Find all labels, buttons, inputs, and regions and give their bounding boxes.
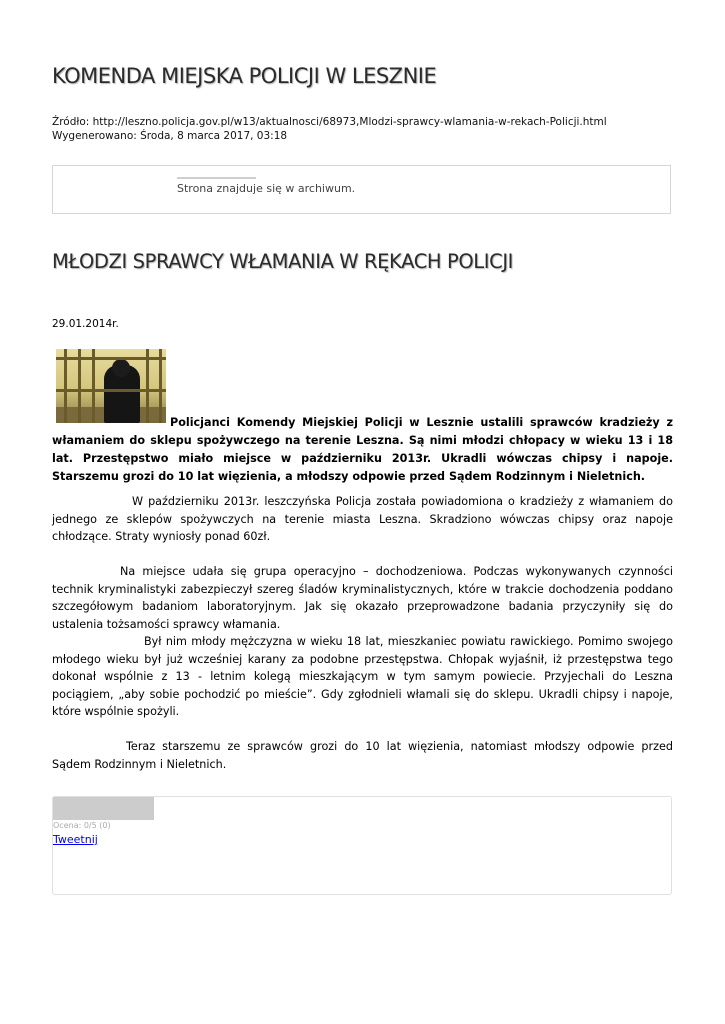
article-paragraph-2: Na miejsce udała się grupa operacyjno – dochodzeniowa. Podczas wykonywanych czynności technik kryminalistyki zabezpieczył szereg śladów kryminalistycznych, które w trakcie dochodzenia poddano szczegółowym badaniom laboratoryjnym. Jak się okazało przeprowadzone badania przyczyniły się do ustalenia tożsamości sprawcy włamania. bbox=[52, 565, 673, 631]
photo-bar bbox=[159, 349, 162, 423]
photo-crossbar bbox=[56, 389, 166, 392]
photo-person-head bbox=[112, 359, 130, 377]
meta-info bbox=[52, 115, 607, 143]
photo-crossbar bbox=[56, 357, 166, 360]
article-paragraph-4: Teraz starszemu ze sprawców grozi do 10 lat więzienia, natomiast młodszy odpowie przed Sądem Rodzinnym i Nieletnich. bbox=[52, 740, 673, 771]
rating-text: Ocena: 0/5 (0) bbox=[53, 821, 111, 830]
generated-date: Wygenerowano: Środa, 8 marca 2017, 03:18 bbox=[52, 130, 288, 142]
article-photo bbox=[56, 349, 166, 423]
article-paragraph-1: W październiku 2013r. leszczyńska Policja została powiadomiona o kradzieży z włamaniem do jednego ze sklepów spożywczych na terenie miasta Leszna. Skradziono wówczas chipsy oraz napoje chłodzące. Straty wyniosły ponad 60zł. bbox=[52, 495, 673, 543]
tweet-link[interactable]: Tweetnij bbox=[53, 833, 98, 846]
rating-bar[interactable] bbox=[53, 797, 154, 820]
article-date: 29.01.2014r. bbox=[52, 318, 119, 330]
archive-notice: Strona znajduje się w archiwum. bbox=[177, 182, 356, 195]
source-url: Źródło: http://leszno.policja.gov.pl/w13/aktualnosci/68973,Mlodzi-sprawcy-wlamania-w-rekach-Policji.html bbox=[52, 116, 607, 128]
article-paragraph-3: Był nim młody mężczyzna w wieku 18 lat, mieszkaniec powiatu rawickiego. Pomimo swojego młodego wieku był już wcześniej karany za podobne przestępstwa. Chłopak wyjaśnił, iż przestępstwa tego dokonał wspólnie z 13 - letnim kolegą mieszkającym w tym samym powiecie. Przyjechali do Leszna pociągiem, „aby sobie pochodzić po mieście”. Gdy zgłodnieli włamali się do sklepu. Ukradli chipsy i napoje, które wspólnie spożyli. bbox=[52, 635, 673, 718]
article-lead: Policjanci Komendy Miejskiej Policji w Lesznie ustalili sprawców kradzieży z włamaniem do sklepu spożywczego na terenie Leszna. Są nimi młodzi chłopacy w wieku 13 i 18 lat. Przestępstwo miało miejsce w październiku 2013r. Ukradli wówczas chipsy i napoje. Starszemu grozi do 10 lat więzienia, a młodszy odpowie przed Sądem Rodzinnym i Nieletnich. bbox=[52, 416, 673, 483]
rating-box bbox=[52, 796, 672, 895]
archive-notice-box bbox=[52, 165, 671, 214]
article-title: MŁODZI SPRAWCY WŁAMANIA W RĘKACH POLICJI bbox=[52, 250, 514, 273]
photo-bar bbox=[64, 349, 67, 423]
archive-divider bbox=[177, 177, 256, 179]
site-title: KOMENDA MIEJSKA POLICJI W LESZNIE bbox=[52, 64, 437, 88]
photo-bar bbox=[78, 349, 81, 423]
photo-bar bbox=[146, 349, 149, 423]
photo-bar bbox=[92, 349, 95, 423]
